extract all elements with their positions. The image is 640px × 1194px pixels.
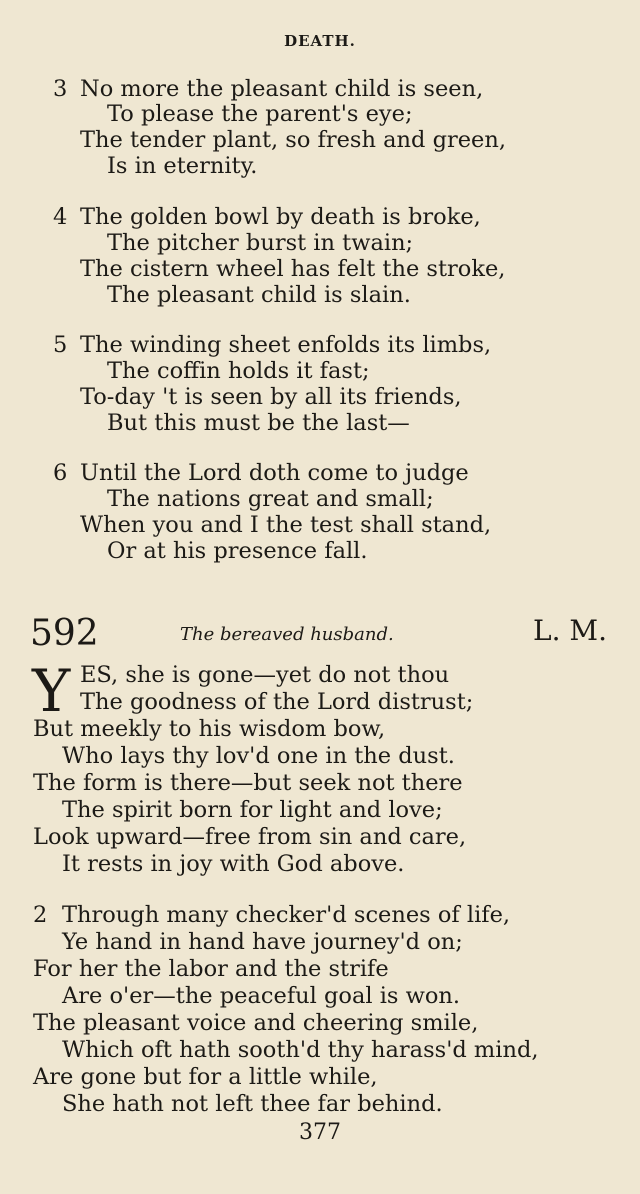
verse-line: Or at his presence fall.: [107, 538, 368, 564]
verse-line: But this must be the last—: [107, 410, 410, 436]
verse-line: For her the labor and the strife: [33, 956, 389, 982]
hymn-meter: L. M.: [533, 614, 607, 647]
verse-number: 4: [53, 204, 68, 230]
verse-line: To please the parent's eye;: [107, 101, 413, 127]
verse-line: The winding sheet enfolds its limbs,: [80, 332, 492, 358]
verse-number: 5: [53, 332, 68, 358]
verse-line: The pleasant child is slain.: [107, 282, 411, 308]
verse-line: The coffin holds it fast;: [107, 358, 370, 384]
verse-line: Who lays thy lov'd one in the dust.: [62, 743, 455, 769]
verse-line: The tender plant, so fresh and green,: [80, 127, 507, 153]
verse-line: To-day 't is seen by all its friends,: [80, 384, 462, 410]
verse-line: Through many checker'd scenes of life,: [62, 902, 511, 928]
verse-line: But meekly to his wisdom bow,: [33, 716, 386, 742]
verse-line: Until the Lord doth come to judge: [80, 460, 469, 486]
verse-line: The nations great and small;: [107, 486, 434, 512]
verse-line: No more the pleasant child is seen,: [80, 76, 484, 102]
drop-cap: Y: [32, 657, 71, 725]
verse-line: Ye hand in hand have journey'd on;: [62, 929, 463, 955]
verse-line: The pitcher burst in twain;: [107, 230, 414, 256]
hymn-number: 592: [30, 613, 99, 654]
verse-line: Is in eternity.: [107, 153, 258, 179]
verse-line: The form is there—but seek not there: [33, 770, 463, 796]
verse-number: 6: [53, 460, 68, 486]
verse-number: 3: [53, 76, 68, 102]
verse-line: Look upward—free from sin and care,: [33, 824, 467, 850]
verse-line: She hath not left thee far behind.: [62, 1091, 443, 1117]
page-header: DEATH.: [284, 32, 356, 50]
verse-line: It rests in joy with God above.: [62, 851, 405, 877]
verse-line: Are gone but for a little while,: [33, 1064, 378, 1090]
verse-line: ES, she is gone—yet do not thou: [80, 662, 450, 688]
hymn-subtitle: The bereaved husband.: [180, 624, 394, 645]
verse-line: The golden bowl by death is broke,: [80, 204, 481, 230]
verse-line: Which oft hath sooth'd thy harass'd mind,: [62, 1037, 539, 1063]
verse-line: When you and I the test shall stand,: [80, 512, 492, 538]
page-number: 377: [299, 1120, 341, 1145]
verse-line: The spirit born for light and love;: [62, 797, 443, 823]
verse-line: The cistern wheel has felt the stroke,: [80, 256, 506, 282]
verse-line: The goodness of the Lord distrust;: [80, 689, 474, 715]
verse-line: Are o'er—the peaceful goal is won.: [62, 983, 461, 1009]
verse-number: 2: [33, 902, 48, 928]
verse-line: The pleasant voice and cheering smile,: [33, 1010, 479, 1036]
